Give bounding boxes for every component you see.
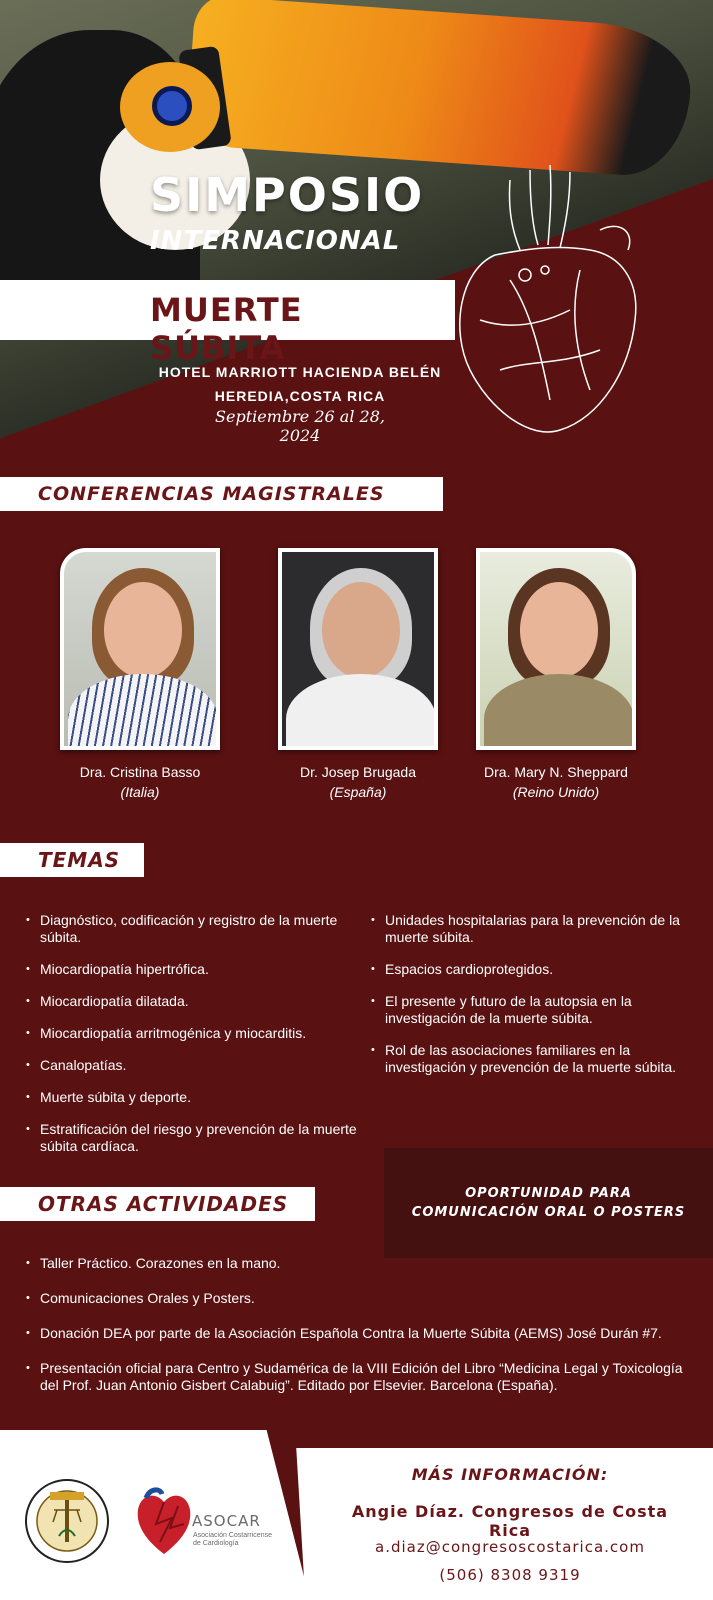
torso-shape: [484, 674, 634, 750]
speaker-photo: [60, 548, 220, 750]
venue-line-hotel: HOTEL MARRIOTT HACIENDA BELÉN: [158, 364, 442, 380]
list-item: • Canalopatías.: [26, 1057, 361, 1074]
list-item: • Miocardiopatía hipertrófica.: [26, 961, 361, 978]
event-subtitle: INTERNACIONAL: [150, 226, 401, 256]
speaker-card-basso: [60, 548, 220, 800]
asocimel-seal-logo: [24, 1478, 110, 1564]
asocar-name: ASOCAR: [192, 1512, 261, 1530]
list-item: • Muerte súbita y deporte.: [26, 1089, 361, 1106]
list-item: • Estratificación del riesgo y prevención de la muerte súbita cardíaca.: [26, 1121, 361, 1155]
face-shape: [322, 582, 400, 678]
event-topic: MUERTE SÚBITA: [150, 291, 303, 367]
event-dates: Septiembre 26 al 28, 2024: [215, 407, 385, 445]
list-item: • Rol de las asociaciones familiares en la investigación y prevención de la muerte súbita.: [371, 1042, 701, 1076]
torso-shape: [68, 674, 218, 750]
list-item: • Unidades hospitalarias para la prevención de la muerte súbita.: [371, 912, 701, 946]
topics-list-left: [26, 912, 361, 1155]
posters-opportunity-box: [384, 1148, 713, 1258]
venue-line-city: HEREDIA,COSTA RICA: [214, 388, 386, 404]
list-item: • El presente y futuro de la autopsia en la investigación de la muerte súbita.: [371, 993, 701, 1027]
list-item: • Taller Práctico. Corazones en la mano.: [26, 1255, 702, 1272]
section-conferences-label: CONFERENCIAS MAGISTRALES: [0, 477, 443, 511]
list-item: • Comunicaciones Orales y Posters.: [26, 1290, 702, 1307]
list-item: • Donación DEA por parte de la Asociación Española Contra la Muerte Súbita (AEMS) José Durán #7.: [26, 1325, 702, 1342]
asocar-heart-logo: [134, 1484, 194, 1558]
speaker-photo: [278, 548, 438, 750]
contact-email-link[interactable]: a.diaz@congresoscostarica.com: [375, 1538, 645, 1556]
speaker-card-brugada: [278, 548, 438, 800]
section-other-label: OTRAS ACTIVIDADES: [0, 1187, 315, 1221]
event-title: SIMPOSIO: [150, 168, 425, 222]
list-item: • Presentación oficial para Centro y Sudamérica de la VIII Edición del Libro “Medicina Legal y Toxicología del Prof. Juan Antonio Gisbert Calabuig”. Editado por Elsevier. Barcelona (España).: [26, 1360, 702, 1394]
posters-opportunity-text: OPORTUNIDAD PARA COMUNICACIÓN ORAL O POSTERS: [411, 1186, 686, 1220]
speaker-name: Dra. Mary N. Sheppard: [484, 764, 628, 780]
topics-list-right: [371, 912, 701, 1076]
anatomical-heart-illustration: [450, 160, 650, 450]
speaker-country: (Reino Unido): [512, 784, 600, 800]
face-shape: [520, 582, 598, 678]
speaker-country: (Italia): [120, 784, 160, 800]
speaker-name: Dra. Cristina Basso: [79, 764, 201, 780]
face-shape: [104, 582, 182, 678]
contact-phone[interactable]: (506) 8308 9319: [439, 1566, 581, 1584]
speaker-card-sheppard: [476, 548, 636, 800]
speaker-photo: [476, 548, 636, 750]
torso-shape: [286, 674, 436, 750]
toucan-eye: [152, 86, 192, 126]
list-item: • Miocardiopatía arritmogénica y miocarditis.: [26, 1025, 361, 1042]
list-item: • Miocardiopatía dilatada.: [26, 993, 361, 1010]
contact-name: Angie Díaz. Congresos de Costa Rica: [351, 1502, 669, 1540]
speaker-name: Dr. Josep Brugada: [300, 764, 416, 780]
speaker-country: (España): [329, 784, 387, 800]
section-topics-label: TEMAS: [0, 843, 144, 877]
list-item: • Espacios cardioprotegidos.: [371, 961, 701, 978]
more-info-heading: MÁS INFORMACIÓN:: [411, 1465, 609, 1484]
list-item: • Diagnóstico, codificación y registro de la muerte súbita.: [26, 912, 361, 946]
asocar-subtitle: Asociación Costarricense de Cardiología: [193, 1532, 272, 1547]
venue-info: [140, 360, 460, 408]
activities-list: [26, 1255, 702, 1394]
